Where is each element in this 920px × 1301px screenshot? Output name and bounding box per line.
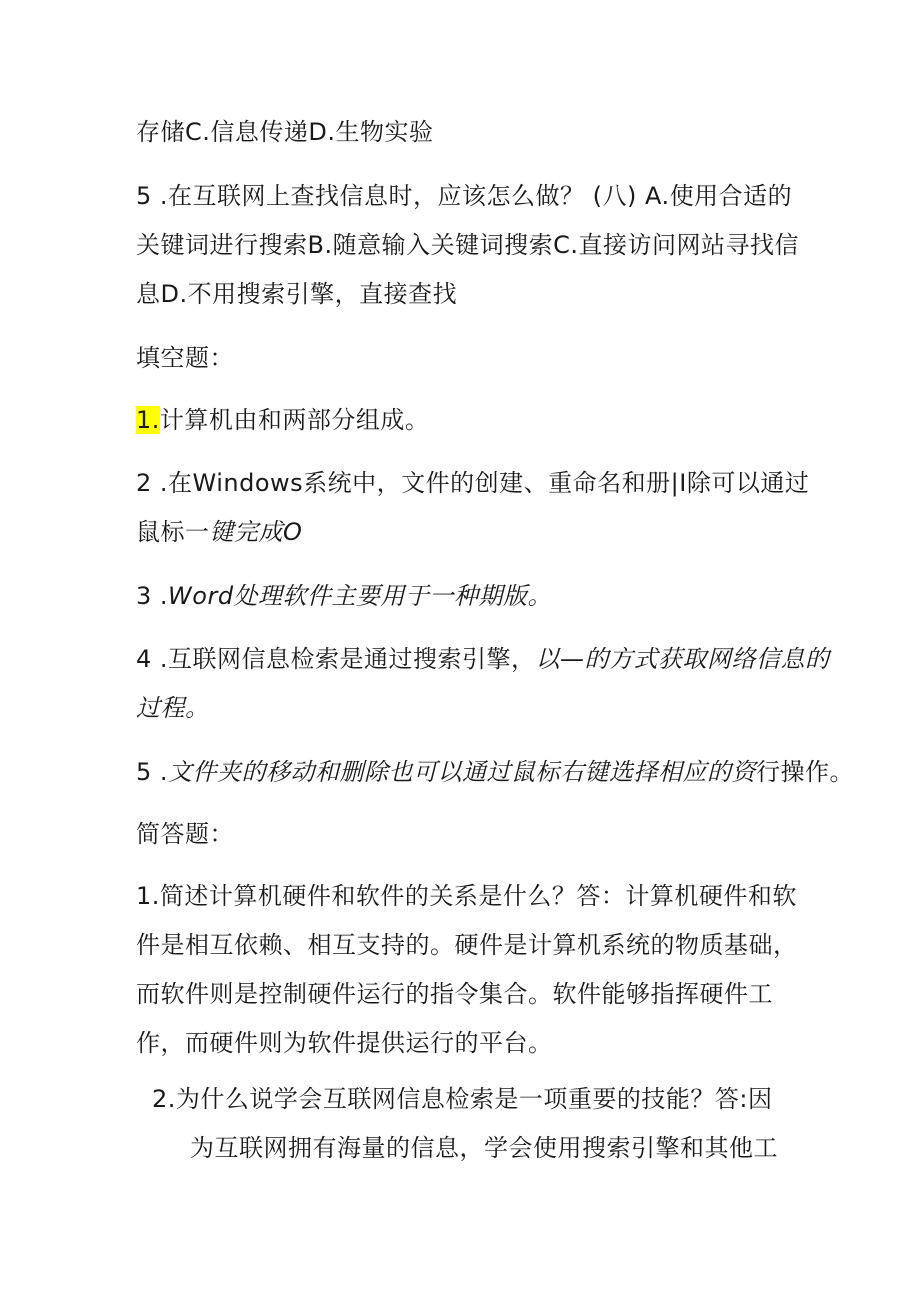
highlighted-number: 1. xyxy=(136,406,160,434)
fill-blank-1 xyxy=(136,404,429,436)
section-heading-short-answer: 简答题： xyxy=(136,820,234,848)
fill-blank-2-line-1: 2 .在Windows系统中，文件的创建、重命名和册|I除可以通过 xyxy=(136,469,810,497)
fill-blank-4-line-2: 过程。 xyxy=(136,694,210,722)
short-answer-2-line-2: 为互联网拥有海量的信息，学会使用搜索引擎和其他工 xyxy=(190,1134,778,1162)
fill-blank-2-italic: 键完成O xyxy=(209,518,303,546)
fill-blank-5-italic: 文件夹的移动和删除也可以通过鼠标右键选择相应的资 xyxy=(168,758,757,786)
fill-blank-3-number: 3 . xyxy=(136,582,169,610)
question-5-line-2: 关键词进行搜索B.随意输入关键词搜索C.直接访问网站寻找信 xyxy=(136,231,799,259)
fill-blank-1-text: 计算机由和两部分组成。 xyxy=(159,406,430,434)
fill-blank-3 xyxy=(136,580,552,612)
fill-blank-5 xyxy=(136,756,854,788)
question-5-line-1: 5 .在互联网上查找信息时，应该怎么做？ (八) A.使用合适的 xyxy=(136,182,793,210)
fill-blank-4-text: 4 .互联网信息检索是通过搜索引擎， xyxy=(136,645,536,673)
question-5-line-3: 息D.不用搜索引擎，直接查找 xyxy=(136,280,458,308)
fill-blank-5-tail: 行操作。 xyxy=(756,758,855,786)
short-answer-1-line-2: 件是相互依赖、相互支持的。硬件是计算机系统的物质基础， xyxy=(136,931,798,959)
text-line-1: 存储C.信息传递D.生物实验 xyxy=(136,118,434,146)
short-answer-2-line-1: 2.为什么说学会互联网信息检索是一项重要的技能？答:因 xyxy=(152,1085,773,1113)
fill-blank-3-italic: Word处理软件主要用于一种期版。 xyxy=(168,582,553,610)
fill-blank-2-text: 鼠标一 xyxy=(136,518,210,546)
fill-blank-2-line-2 xyxy=(136,516,302,548)
fill-blank-4-italic: 以—的方式获取网络信息的 xyxy=(535,645,830,673)
short-answer-1-line-1: 1.简述计算机硬件和软件的关系是什么？答：计算机硬件和软 xyxy=(136,882,797,910)
short-answer-1-line-4: 作，而硬件则为软件提供运行的平台。 xyxy=(136,1029,553,1057)
section-heading-fill-blank: 填空题： xyxy=(136,344,234,372)
short-answer-1-line-3: 而软件则是控制硬件运行的指令集合。软件能够指挥硬件工 xyxy=(136,980,773,1008)
fill-blank-5-number: 5 . xyxy=(136,758,169,786)
fill-blank-4-line-1 xyxy=(136,643,830,675)
